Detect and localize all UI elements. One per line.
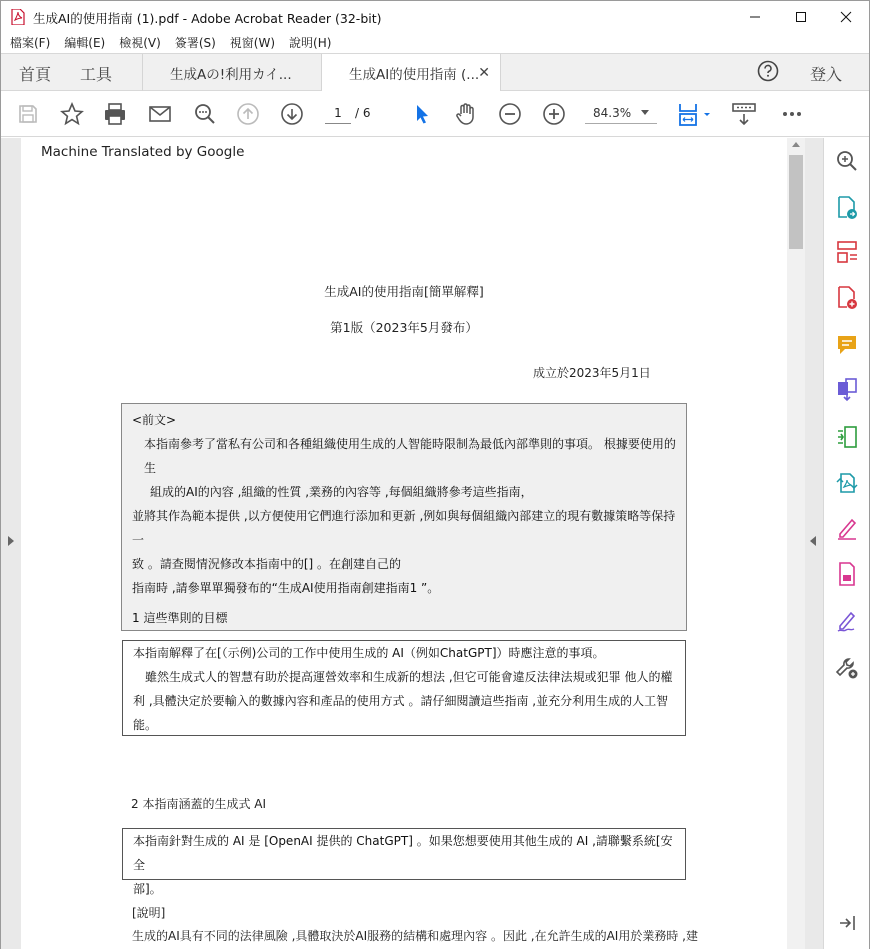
preface-line: 並將其作為範本提供 ,以方便使用它們進行添加和更新 ,例如與每個組織內部建立的現有數據策略等保持一 [132,509,676,547]
star-icon [60,102,84,126]
create-pdf-icon [836,286,858,310]
more-tools-wrench-button[interactable] [835,656,859,680]
scrollbar-thumb[interactable] [789,155,803,249]
envelope-icon [148,102,172,126]
menu-help[interactable]: 說明(H) [289,36,332,50]
menu-view[interactable]: 檢視(V) [119,36,161,50]
zoom-out-button[interactable] [497,101,523,127]
objective-line: 本指南解釋了在[（示例)公司的工作中使用生成的 AI（例如ChatGPT]）時應注意的事項。 [133,646,605,660]
keyboard-icon [731,101,757,127]
wrench-plus-icon [835,656,859,680]
preface-label: <前文> [132,413,177,427]
preface-box [121,403,687,631]
left-panel-toggle[interactable] [1,138,21,949]
pdf-page [21,138,787,949]
vertical-scrollbar[interactable] [787,138,805,949]
menu-edit[interactable]: 編輯(E) [64,36,106,50]
search-tool-button[interactable] [835,149,859,173]
comment-button[interactable] [835,333,859,357]
preface-line: 組成的AI的內容 ,組織的性質 ,業務的內容等 ,每個組織將參考這些指南， [150,485,533,499]
section-1-heading: 1 這些準則的目標 [132,611,228,625]
read-mode-button[interactable] [731,101,757,127]
next-page-button[interactable] [279,101,305,127]
fit-page-icon [676,101,714,127]
save-icon [17,103,39,125]
objective-box [122,640,686,736]
page-number-input[interactable]: 1 [325,102,351,124]
create-pdf-button[interactable] [835,286,859,310]
tab-home[interactable]: 首頁 [19,65,52,84]
hand-tool-button[interactable] [453,101,479,127]
scroll-up-arrow-icon[interactable] [792,142,800,147]
menu-file[interactable]: 檔案(F) [10,36,51,50]
combine-files-icon [836,378,858,402]
collapse-panel-button[interactable] [835,911,859,935]
organize-pages-button[interactable] [835,240,859,264]
fit-page-button[interactable] [675,101,715,127]
comment-icon [836,334,858,356]
hand-icon [454,102,478,126]
more-tools-button[interactable] [779,101,805,127]
objective-line: 雖然生成式人的智慧有助於提高運營效率和生成新的想法 ,但它可能會違反法律法規或犯罪 他人的權 [145,670,673,684]
minus-circle-icon [498,102,522,126]
close-window-button[interactable] [823,1,869,33]
fill-sign-button[interactable] [835,516,859,540]
acrobat-sign-button[interactable] [835,471,859,495]
tab-tools[interactable]: 工具 [80,65,113,84]
combine-files-button[interactable] [835,378,859,402]
tools-panel [823,138,869,949]
tab-bar [1,53,869,91]
document-lock-icon [836,562,858,586]
printer-icon [103,102,127,126]
signin-button[interactable]: 登入 [810,65,843,84]
machine-translated-note: Machine Translated by Google [41,144,245,160]
page-total: / 6 [355,106,371,120]
document-title: 生成AI的使用指南[簡單解釋] [324,284,484,299]
zoom-in-search-icon [836,150,858,172]
zoom-level-value: 84.3% [593,106,632,120]
document-date: 成立於2023年5月1日 [533,366,651,380]
email-button[interactable] [147,101,173,127]
chevron-left-icon [810,536,816,546]
toolbar [1,91,869,137]
arrow-up-circle-icon [236,102,260,126]
zoom-in-button[interactable] [541,101,567,127]
request-signature-button[interactable] [835,609,859,633]
menu-bar [1,33,869,53]
chevron-down-icon[interactable] [641,110,649,115]
export-pdf-button[interactable] [835,196,859,220]
help-icon[interactable] [757,60,779,82]
protect-pdf-button[interactable] [835,562,859,586]
preface-line: 本指南參考了當私有公司和各種組織使用生成的人智能時限制為最低內部準則的事項。 根據要使用的生 [144,437,676,475]
more-horizontal-icon [780,102,804,126]
maximize-button[interactable] [778,1,824,33]
scope-line: 部]。 [133,882,162,896]
menu-sign[interactable]: 簽署(S) [174,36,216,50]
arrow-down-circle-icon [280,102,304,126]
minimize-icon [749,11,761,23]
export-pdf-icon [836,196,858,220]
explanation-text: 生成的AI具有不同的法律風險 ,具體取決於AI服務的結構和處理內容 。因此 ,在允許生成的AI用於業務時 ,建 [132,929,698,943]
close-tab-icon[interactable]: ✕ [478,65,490,81]
document-area [1,138,823,949]
pen-sign-icon [836,516,858,540]
maximize-icon [795,11,807,23]
pdf-file-icon [11,9,25,25]
right-panel-toggle[interactable] [805,138,823,949]
minimize-button[interactable] [732,1,778,33]
bookmark-button[interactable] [59,101,85,127]
menu-window[interactable]: 視窗(W) [229,36,276,50]
objective-line: 利 ,具體決定於要輸入的數據內容和產品的使用方式 。請仔細閱讀這些指南 ,並充分利用生成的人工智能。 [133,694,669,732]
arrow-right-bar-icon [837,913,857,933]
previous-page-button[interactable] [235,101,261,127]
tab-document-label: 生成AI的使用指南 (... [349,67,480,83]
scope-box [122,828,686,896]
plus-circle-icon [542,102,566,126]
cursor-arrow-icon [411,103,433,125]
explanation-label: [說明] [132,906,166,920]
refresh-pdf-icon [836,471,858,495]
window-title: 生成AI的使用指南 (1).pdf - Adobe Acrobat Reader (32-bit) [33,11,382,26]
signature-icon [835,609,859,633]
preface-line: 致 。請查閱情況修改本指南中的[] 。在創建自己的 [132,557,401,571]
print-button[interactable] [102,101,128,127]
compress-icon [836,425,858,449]
save-button[interactable] [15,101,41,127]
chevron-right-icon [8,536,14,546]
title-bar [1,1,869,33]
zoom-search-icon [193,102,217,126]
preface-line: 指南時 ,請參單單獨發布的“生成AI使用指南創建指南1 ”。 [132,581,440,595]
document-edition: 第1版（2023年5月發布） [330,320,478,335]
section-2-heading: 2 本指南涵蓋的生成式 AI [131,797,267,811]
select-tool-button[interactable] [409,101,435,127]
find-button[interactable] [192,101,218,127]
tab-document-label: 生成Aの!利用カイ... [170,66,292,83]
tab-document-2[interactable] [321,54,501,92]
scope-line: 本指南針對生成的 AI 是 [OpenAI 提供的 ChatGPT] 。如果您想要使用其他生成的 AI ,請聯繫系統[安全 [133,834,673,872]
organize-pages-icon [836,240,858,264]
close-icon [840,11,852,23]
compress-pdf-button[interactable] [835,425,859,449]
tab-document-1[interactable] [142,54,321,91]
